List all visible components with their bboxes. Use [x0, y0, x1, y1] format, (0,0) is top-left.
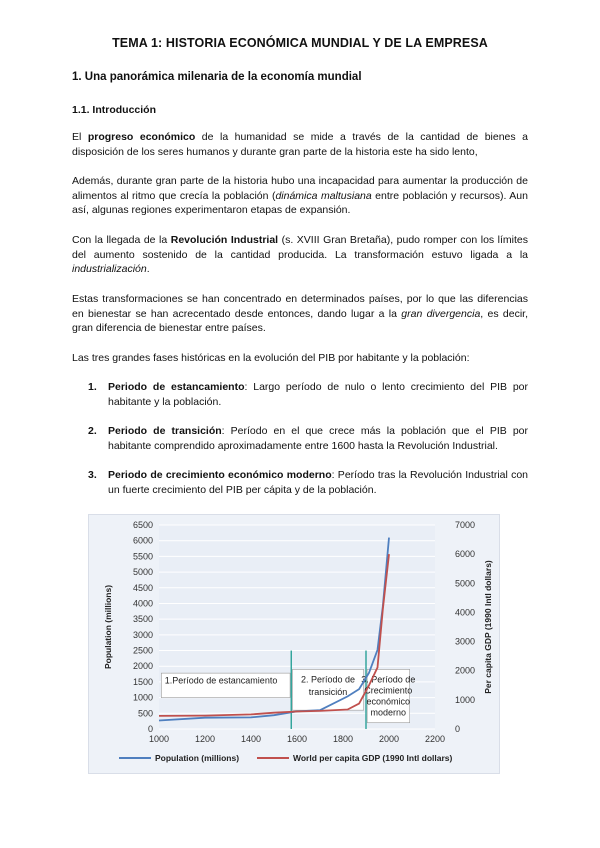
x-tick-label: 1000: [148, 734, 170, 744]
paragraph-fases: Las tres grandes fases históricas en la evolución del PIB por habitante y la población:: [72, 352, 470, 364]
text: .: [146, 263, 150, 275]
text: (s. XVIII Gran Bretaña), pudo romper con los límites del aumento sostenido de la cantidad producida. La transformación estuvo ligada a la: [72, 234, 529, 261]
y-right-tick-label: 5000: [455, 578, 476, 589]
list-number: 3.: [88, 469, 97, 481]
text: de la humanidad se mide a través de la cantidad de bienes a disposición de los seres humanos y durante gran parte de la historia este ha sido lento,: [72, 131, 528, 158]
section-heading: 1. Una panorámica milenaria de la economía mundial: [72, 71, 362, 83]
bold-term: Periodo de crecimiento económico moderno: [108, 469, 332, 481]
text: Con la llegada de la: [72, 234, 171, 246]
paragraph-divergencia: [72, 292, 528, 336]
phase-3-label: 3. Período de: [361, 674, 416, 685]
list-text: [108, 424, 528, 453]
text: : Largo período de nulo o lento crecimiento del PIB por habitante y la población.: [108, 381, 529, 408]
y-left-tick-label: 2500: [132, 645, 153, 656]
list-number: 1.: [88, 381, 97, 393]
y-left-tick-label: 1500: [132, 676, 153, 687]
y-right-tick-label: 1000: [455, 694, 476, 705]
x-tick-label: 1800: [332, 734, 354, 744]
y-left-axis-label: Population (millions): [103, 584, 113, 670]
phase-1-label: 1.Período de estancamiento: [164, 675, 278, 686]
italic-term: dinámica maltusiana: [275, 189, 372, 202]
text: Estas transformaciones se han concentrado en determinados países, por lo que las diferencias en bienestar se han acrecentado desde entonces, dando lugar a la: [72, 293, 528, 320]
paragraph-revolucion: [72, 233, 528, 277]
bold-term: Periodo de transición: [108, 425, 222, 437]
y-left-tick-label: 4000: [132, 598, 153, 609]
y-left-tick-label: 4500: [132, 582, 153, 593]
y-right-tick-label: 3000: [455, 636, 476, 647]
bold-term: Revolución Industrial: [170, 234, 279, 246]
y-left-tick-label: 1000: [132, 692, 153, 703]
bold-term: progreso económico: [87, 131, 196, 143]
text: entre población y recursos). Aun así, algunas regiones experimentaron etapas de expansión.: [72, 189, 528, 216]
legend-gdp-label: World per capita GDP (1990 Intl dollars): [293, 753, 453, 763]
y-left-tick-label: 5000: [132, 567, 153, 578]
list-text: [108, 468, 528, 497]
y-left-tick-label: 5500: [132, 551, 153, 562]
paragraph-malthus: [72, 174, 528, 218]
paragraph-progreso: [72, 130, 528, 159]
y-right-axis-label: Per capita GDP (1990 Intl dollars): [483, 560, 493, 694]
y-left-tick-label: 6500: [132, 520, 153, 530]
phase-3-label: económico: [366, 696, 411, 707]
y-left-tick-label: 3000: [132, 629, 153, 640]
y-right-tick-label: 4000: [455, 607, 476, 618]
y-left-tick-label: 500: [137, 708, 153, 719]
text: : Período tras la Revolución Industrial con un fuerte crecimiento del PIB per cápita y de la población.: [108, 469, 528, 496]
subsection-heading: 1.1. Introducción: [72, 104, 157, 116]
phase-2-label: 2. Período de: [301, 674, 356, 685]
x-tick-label: 2000: [378, 734, 400, 744]
list-text: [108, 380, 528, 409]
legend-population-label: Population (millions): [155, 753, 240, 763]
text: : Período en el que crece más la población que el PIB por habitante comprendido aproximadamente entre 1600 hasta la Revolución Industrial.: [108, 425, 529, 452]
y-left-tick-label: 6000: [132, 535, 153, 546]
x-tick-label: 1400: [240, 734, 262, 744]
text: Además, durante gran parte de la historia hubo una incapacidad para aumentar la producción de alimentos al ritmo que crecía la población (: [72, 175, 528, 202]
y-left-tick-label: 2000: [132, 661, 153, 672]
x-tick-label: 1200: [194, 734, 216, 744]
y-right-tick-label: 6000: [455, 549, 476, 560]
phase-3-label: moderno: [370, 707, 407, 718]
x-tick-label: 1600: [286, 734, 308, 744]
y-left-tick-label: 3500: [132, 614, 153, 625]
y-right-tick-label: 0: [455, 724, 461, 734]
italic-term: industrialización: [72, 263, 147, 275]
text: El: [72, 131, 88, 143]
population-gdp-chart: [88, 514, 500, 774]
chart-svg: [89, 515, 499, 773]
phase-2-label: transición: [308, 687, 348, 698]
document-title: TEMA 1: HISTORIA ECONÓMICA MUNDIAL Y DE LA EMPRESA: [112, 36, 488, 50]
italic-term: gran divergencia: [401, 307, 481, 320]
bold-term: Periodo de estancamiento: [108, 381, 245, 393]
y-right-tick-label: 7000: [455, 520, 476, 530]
text: , es decir, gran diferencia de bienestar entre países.: [72, 307, 528, 334]
y-left-tick-label: 0: [147, 724, 153, 734]
y-right-tick-label: 2000: [455, 665, 476, 676]
phase-3-label: Crecimiento: [364, 685, 413, 696]
x-tick-label: 2200: [424, 734, 446, 744]
list-number: 2.: [88, 425, 97, 437]
